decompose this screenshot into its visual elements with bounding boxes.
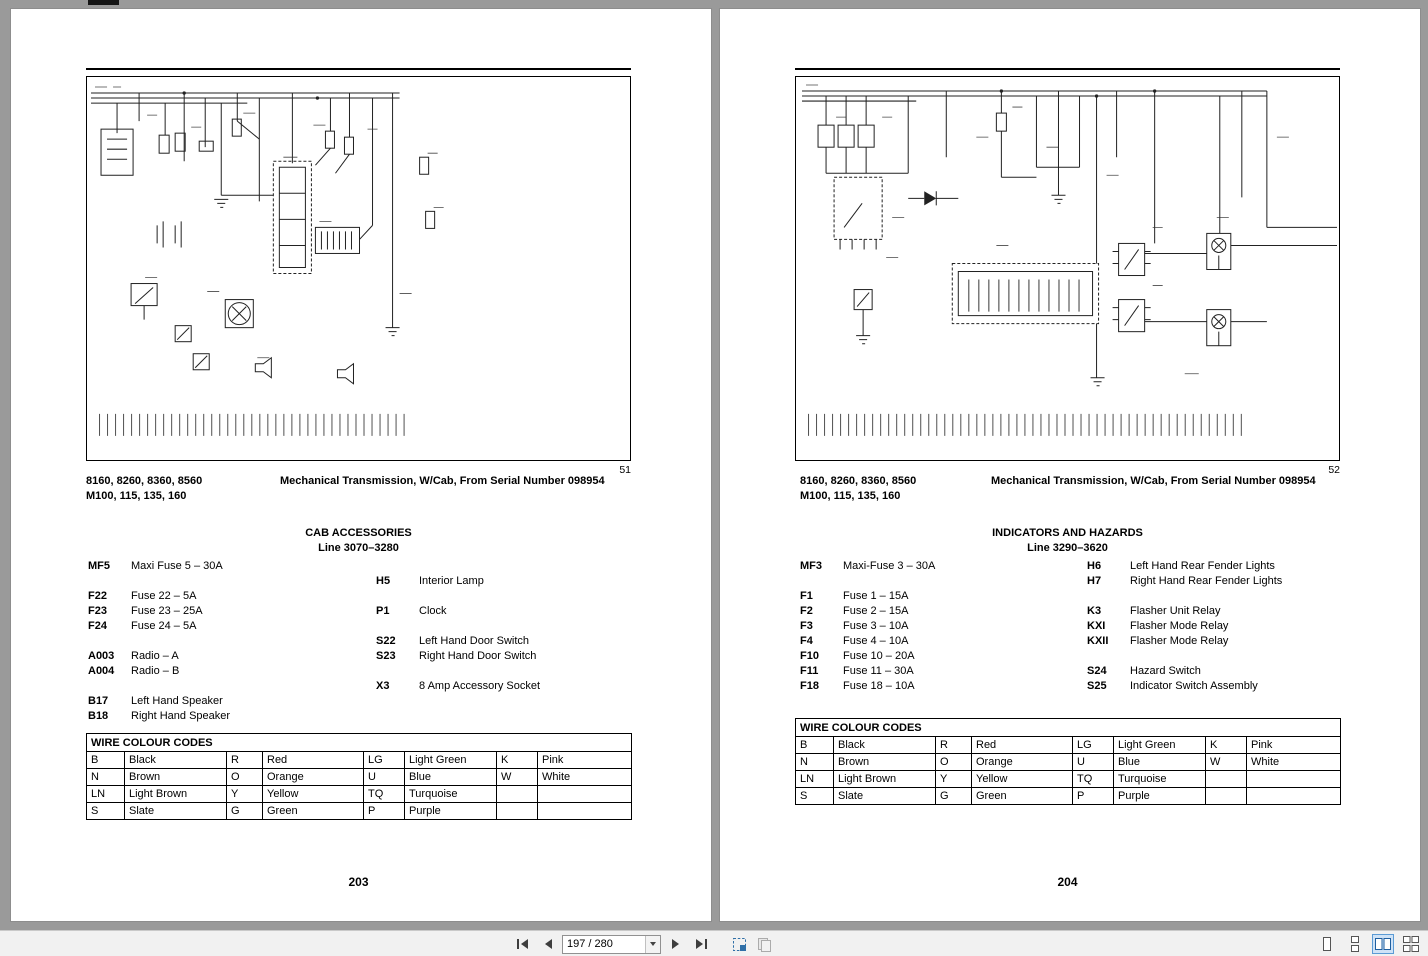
component-desc: Hazard Switch <box>1130 665 1201 677</box>
wiring-diagram-frame <box>795 76 1340 461</box>
wire-code-cell: LN <box>87 786 125 803</box>
component-code: H6 <box>1087 560 1102 572</box>
component-desc: Flasher Mode Relay <box>1130 635 1229 647</box>
component-code: F11 <box>800 665 819 677</box>
sheet-number: 51 <box>619 464 631 476</box>
wire-name-cell: Green <box>263 803 364 820</box>
component-row <box>88 649 230 664</box>
view-mode-group <box>1316 934 1422 954</box>
table-row <box>87 803 632 820</box>
wire-code-cell: S <box>796 788 834 805</box>
wire-code-cell: LG <box>1073 737 1114 754</box>
component-row <box>88 604 230 619</box>
wire-code-cell <box>1206 788 1247 805</box>
component-desc: Fuse 18 – 10A <box>843 680 915 692</box>
section-line-range: Line 3070–3280 <box>318 542 399 554</box>
wire-name-cell: Turquoise <box>1114 771 1206 788</box>
component-desc: Interior Lamp <box>419 575 484 587</box>
component-list-right <box>376 574 540 694</box>
section-line-range: Line 3290–3620 <box>1027 542 1108 554</box>
component-desc: Right Hand Rear Fender Lights <box>1130 575 1283 587</box>
wiring-diagram-frame <box>86 76 631 461</box>
component-row <box>800 664 935 679</box>
component-row <box>800 634 935 649</box>
component-desc: Fuse 10 – 20A <box>843 650 915 662</box>
component-code: S24 <box>1087 665 1107 677</box>
diagram-title: Mechanical Transmission, W/Cab, From Serial Number 098954 <box>991 475 1316 487</box>
wire-name-cell: Orange <box>263 769 364 786</box>
next-page-button[interactable] <box>666 934 686 954</box>
wire-name-cell: Blue <box>1114 754 1206 771</box>
continuous-facing-view-icon <box>1402 936 1420 952</box>
component-row <box>800 679 935 694</box>
sheet-number: 52 <box>1328 464 1340 476</box>
wire-code-cell: R <box>227 752 263 769</box>
component-desc: Fuse 3 – 10A <box>843 620 909 632</box>
section-heading <box>86 526 631 556</box>
page-number-input[interactable] <box>563 936 645 952</box>
wire-code-cell: LG <box>364 752 405 769</box>
next-page-icon <box>671 938 682 950</box>
component-row <box>88 664 230 679</box>
page-list-dropdown-button[interactable] <box>645 936 660 953</box>
table-row <box>796 788 1341 805</box>
previous-page-button[interactable] <box>537 934 557 954</box>
wire-code-cell: G <box>936 788 972 805</box>
wire-name-cell: Brown <box>125 769 227 786</box>
component-code: F1 <box>800 590 813 602</box>
component-list-left <box>800 559 935 694</box>
wire-name-cell: Brown <box>834 754 936 771</box>
wire-name-cell: Turquoise <box>405 786 497 803</box>
wire-name-cell: Yellow <box>263 786 364 803</box>
component-desc: Fuse 4 – 10A <box>843 635 909 647</box>
component-row <box>800 559 935 574</box>
wire-name-cell <box>538 786 632 803</box>
component-desc: Radio – A <box>131 650 179 662</box>
component-code: B18 <box>88 710 109 722</box>
component-code: H7 <box>1087 575 1102 587</box>
wire-name-cell: Black <box>125 752 227 769</box>
component-code: MF3 <box>800 560 822 572</box>
component-code: KXI <box>1087 620 1106 632</box>
component-code: X3 <box>376 680 390 692</box>
snapshot-icon <box>732 937 747 952</box>
wire-code-cell: O <box>227 769 263 786</box>
component-desc: Fuse 2 – 15A <box>843 605 909 617</box>
wire-name-cell: Light Green <box>1114 737 1206 754</box>
page-number: 203 <box>348 875 369 889</box>
wire-code-cell: K <box>1206 737 1247 754</box>
component-code: K3 <box>1087 605 1102 617</box>
wire-name-cell <box>1247 771 1341 788</box>
component-row <box>1087 664 1282 679</box>
copy-icon <box>757 937 772 952</box>
component-code: S22 <box>376 635 396 647</box>
component-row <box>88 709 230 724</box>
wire-name-cell: Red <box>263 752 364 769</box>
model-list-line2: M100, 115, 135, 160 <box>86 490 187 502</box>
pdf-page-203 <box>10 8 712 922</box>
facing-view-button[interactable] <box>1372 934 1394 954</box>
component-desc: Flasher Mode Relay <box>1130 620 1229 632</box>
page-number: 204 <box>1057 875 1078 889</box>
wire-name-cell: Pink <box>1247 737 1341 754</box>
wire-code-cell: Y <box>936 771 972 788</box>
component-desc: Fuse 1 – 15A <box>843 590 909 602</box>
component-code: MF5 <box>88 560 110 572</box>
component-row <box>88 559 230 574</box>
wire-code-cell: B <box>87 752 125 769</box>
snapshot-button[interactable] <box>729 934 749 954</box>
wire-code-cell: S <box>87 803 125 820</box>
wire-code-cell: TQ <box>1073 771 1114 788</box>
wire-code-cell: U <box>1073 754 1114 771</box>
component-row <box>800 649 935 664</box>
component-code: KXII <box>1087 635 1109 647</box>
wire-code-cell: Y <box>227 786 263 803</box>
wire-table-header: WIRE COLOUR CODES <box>796 719 1341 737</box>
component-desc: Right Hand Door Switch <box>419 650 537 662</box>
continuous-view-icon <box>1346 936 1364 952</box>
wire-code-cell <box>1206 771 1247 788</box>
wire-code-cell: U <box>364 769 405 786</box>
chevron-down-icon <box>650 942 656 946</box>
model-list-line2: M100, 115, 135, 160 <box>800 490 901 502</box>
component-code: S23 <box>376 650 396 662</box>
wire-code-cell: P <box>1073 788 1114 805</box>
component-desc: Fuse 23 – 25A <box>131 605 203 617</box>
component-row <box>376 679 540 694</box>
last-page-icon <box>695 938 708 950</box>
pdf-viewer-toolbar <box>0 930 1428 956</box>
component-desc: Fuse 24 – 5A <box>131 620 197 632</box>
component-row <box>376 574 540 589</box>
table-row <box>796 771 1341 788</box>
component-desc: Right Hand Speaker <box>131 710 231 722</box>
component-code: F18 <box>800 680 819 692</box>
wire-code-cell: P <box>364 803 405 820</box>
table-row <box>87 786 632 803</box>
single-page-view-button[interactable] <box>1316 934 1338 954</box>
wire-name-cell: Pink <box>538 752 632 769</box>
component-row <box>800 604 935 619</box>
component-desc: Flasher Unit Relay <box>1130 605 1221 617</box>
component-code: F2 <box>800 605 813 617</box>
component-row <box>800 619 935 634</box>
wire-colour-codes-table <box>795 718 1341 805</box>
model-list-line1: 8160, 8260, 8360, 8560 <box>800 475 917 487</box>
previous-page-icon <box>542 938 553 950</box>
component-code: P1 <box>376 605 390 617</box>
component-code: F22 <box>88 590 107 602</box>
section-heading <box>795 526 1340 556</box>
diagram-title: Mechanical Transmission, W/Cab, From Serial Number 098954 <box>280 475 605 487</box>
component-desc: Clock <box>419 605 447 617</box>
wire-name-cell: Red <box>972 737 1073 754</box>
component-code: B17 <box>88 695 109 707</box>
wire-name-cell: White <box>538 769 632 786</box>
facing-view-icon <box>1374 936 1392 952</box>
wire-name-cell <box>538 803 632 820</box>
page-number-combo <box>562 935 661 954</box>
wire-code-cell: B <box>796 737 834 754</box>
top-rule <box>795 68 1340 70</box>
copy-pages-button[interactable] <box>754 934 774 954</box>
component-code: F10 <box>800 650 819 662</box>
wire-name-cell: Purple <box>405 803 497 820</box>
wire-name-cell: Light Brown <box>125 786 227 803</box>
component-code: F3 <box>800 620 813 632</box>
wire-name-cell: Orange <box>972 754 1073 771</box>
wire-code-cell: W <box>497 769 538 786</box>
table-row <box>796 737 1341 754</box>
component-desc: Radio – B <box>131 665 180 677</box>
wire-code-cell: N <box>796 754 834 771</box>
component-row <box>1087 559 1282 574</box>
component-desc: Left Hand Door Switch <box>419 635 530 647</box>
first-page-icon <box>516 938 529 950</box>
wire-code-cell: G <box>227 803 263 820</box>
wire-code-cell <box>497 803 538 820</box>
table-row <box>87 769 632 786</box>
component-row <box>88 619 230 634</box>
component-desc: Indicator Switch Assembly <box>1130 680 1258 692</box>
model-list-line1: 8160, 8260, 8360, 8560 <box>86 475 203 487</box>
wire-colour-codes-table <box>86 733 632 820</box>
component-code: S25 <box>1087 680 1107 692</box>
component-desc: Maxi Fuse 5 – 30A <box>131 560 223 572</box>
component-row <box>800 589 935 604</box>
component-row <box>88 694 230 709</box>
wire-code-cell: W <box>1206 754 1247 771</box>
top-rule <box>86 68 631 70</box>
wire-name-cell <box>1247 788 1341 805</box>
first-page-button[interactable] <box>512 934 532 954</box>
component-desc: Fuse 22 – 5A <box>131 590 197 602</box>
page-navigation-group <box>512 934 774 954</box>
wiring-diagram <box>796 77 1339 460</box>
wire-name-cell: Light Brown <box>834 771 936 788</box>
wire-table-header: WIRE COLOUR CODES <box>87 734 632 752</box>
wire-name-cell: Slate <box>834 788 936 805</box>
pdf-page-204 <box>719 8 1421 922</box>
wire-code-cell <box>497 786 538 803</box>
component-code: F23 <box>88 605 107 617</box>
component-code: A004 <box>88 665 115 677</box>
continuous-facing-view-button[interactable] <box>1400 934 1422 954</box>
component-code: H5 <box>376 575 391 587</box>
wire-name-cell: Green <box>972 788 1073 805</box>
component-row <box>1087 679 1282 694</box>
component-row <box>376 604 540 619</box>
wire-code-cell: TQ <box>364 786 405 803</box>
wire-code-cell: O <box>936 754 972 771</box>
component-row <box>1087 619 1282 634</box>
wire-name-cell: Purple <box>1114 788 1206 805</box>
wire-code-cell: LN <box>796 771 834 788</box>
wire-name-cell: Slate <box>125 803 227 820</box>
table-row <box>796 754 1341 771</box>
last-page-button[interactable] <box>691 934 711 954</box>
wire-code-cell: R <box>936 737 972 754</box>
component-row <box>1087 574 1282 589</box>
wire-name-cell: Blue <box>405 769 497 786</box>
component-desc: 8 Amp Accessory Socket <box>419 680 541 692</box>
table-row <box>87 752 632 769</box>
wire-code-cell: N <box>87 769 125 786</box>
component-code: F24 <box>88 620 107 632</box>
component-row <box>376 649 540 664</box>
component-desc: Left Hand Speaker <box>131 695 223 707</box>
component-code: F4 <box>800 635 813 647</box>
wire-name-cell: Light Green <box>405 752 497 769</box>
component-row <box>1087 604 1282 619</box>
component-desc: Left Hand Rear Fender Lights <box>1130 560 1275 572</box>
single-page-view-icon <box>1318 936 1336 952</box>
wire-name-cell: Yellow <box>972 771 1073 788</box>
wiring-diagram <box>87 77 630 460</box>
component-desc: Fuse 11 – 30A <box>843 665 914 677</box>
wire-name-cell: Black <box>834 737 936 754</box>
component-row <box>88 589 230 604</box>
wire-code-cell: K <box>497 752 538 769</box>
section-title: CAB ACCESSORIES <box>305 527 412 539</box>
component-code: A003 <box>88 650 115 662</box>
component-list-left <box>88 559 230 724</box>
wire-name-cell: White <box>1247 754 1341 771</box>
continuous-view-button[interactable] <box>1344 934 1366 954</box>
section-title: INDICATORS AND HAZARDS <box>992 527 1143 539</box>
component-row <box>376 634 540 649</box>
component-desc: Maxi-Fuse 3 – 30A <box>843 560 936 572</box>
component-row <box>1087 634 1282 649</box>
window-chrome-fragment <box>88 0 119 5</box>
component-list-right <box>1087 559 1282 694</box>
